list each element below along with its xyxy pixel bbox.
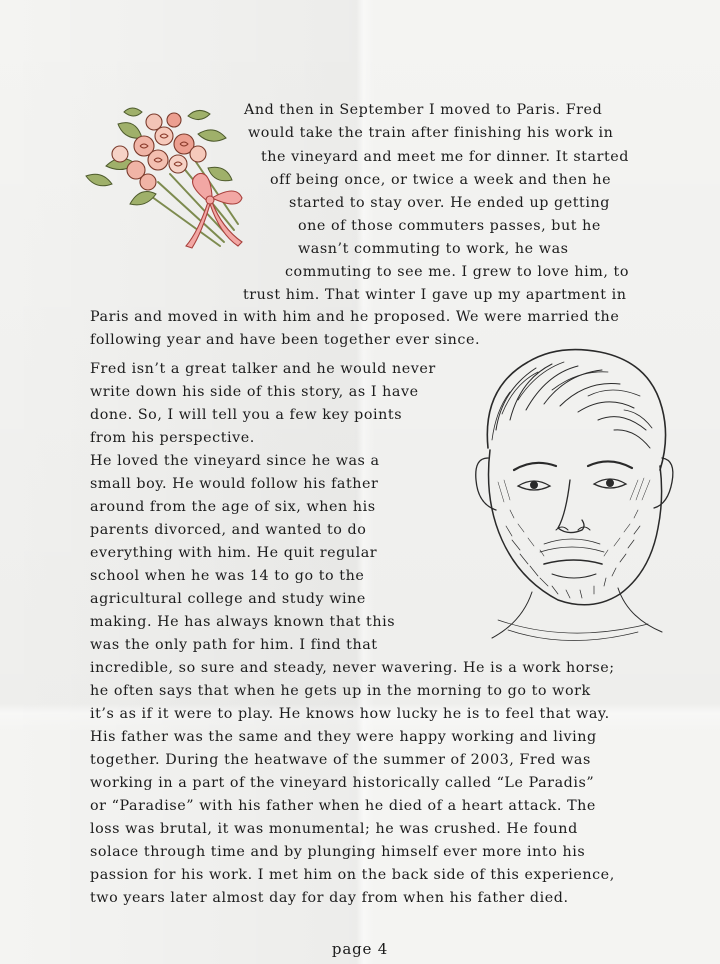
intro-line-6: one of those commuters passes, but he (298, 218, 601, 234)
body-line-6: small boy. He would follow his father (90, 476, 379, 492)
body-line-17: His father was the same and they were happy working and living (90, 729, 597, 745)
intro-line-9: trust him. That winter I gave up my apartment in (243, 287, 627, 303)
intro-line-8: commuting to see me. I grew to love him, to (285, 264, 629, 280)
body-line-4: from his perspective. (90, 430, 255, 446)
body-line-3: done. So, I will tell you a few key points (90, 407, 403, 423)
body-line-12: making. He has always known that this (90, 614, 396, 630)
body-line-13: was the only path for him. I find that (90, 637, 378, 653)
body-line-14: incredible, so sure and steady, never wavering. He is a work horse; (90, 660, 615, 676)
body-line-19: working in a part of the vineyard historically called “Le Paradis” (90, 775, 595, 791)
body-line-22: solace through time and by plunging himself ever more into his (90, 844, 586, 860)
body-line-5: He loved the vineyard since he was a (90, 453, 380, 469)
intro-line-11: following year and have been together ever since. (90, 332, 481, 348)
body-line-21: loss was brutal, it was monumental; he was crushed. He found (90, 821, 578, 837)
intro-line-7: wasn’t commuting to work, he was (298, 241, 569, 257)
body-line-1: Fred isn’t a great talker and he would never (90, 361, 436, 377)
intro-line-1: And then in September I moved to Paris. Fred (244, 102, 603, 118)
body-line-15: he often says that when he gets up in the morning to go to work (90, 683, 591, 699)
body-line-8: parents divorced, and wanted to do (90, 522, 367, 538)
page-number: page 4 (331, 940, 389, 958)
body-line-9: everything with him. He quit regular (90, 545, 378, 561)
body-line-10: school when he was 14 to go to the (90, 568, 365, 584)
intro-line-2: would take the train after finishing his work in (248, 125, 614, 141)
intro-line-4: off being once, or twice a week and then he (270, 172, 612, 188)
body-line-24: two years later almost day for day from when his father died. (90, 890, 569, 906)
portrait-sketch (448, 330, 710, 660)
intro-line-10: Paris and moved in with him and he proposed. We were married the (90, 309, 620, 325)
body-line-2: write down his side of this story, as I have (90, 384, 419, 400)
body-line-11: agricultural college and study wine (90, 591, 366, 607)
body-line-20: or “Paradise” with his father when he died of a heart attack. The (90, 798, 596, 814)
body-line-23: passion for his work. I met him on the back side of this experience, (90, 867, 615, 883)
body-line-18: together. During the heatwave of the summer of 2003, Fred was (90, 752, 591, 768)
body-line-7: around from the age of six, when his (90, 499, 376, 515)
intro-line-3: the vineyard and meet me for dinner. It started (261, 149, 629, 165)
intro-line-5: started to stay over. He ended up getting (289, 195, 610, 211)
body-line-16: it’s as if it were to play. He knows how lucky he is to feel that way. (90, 706, 610, 722)
